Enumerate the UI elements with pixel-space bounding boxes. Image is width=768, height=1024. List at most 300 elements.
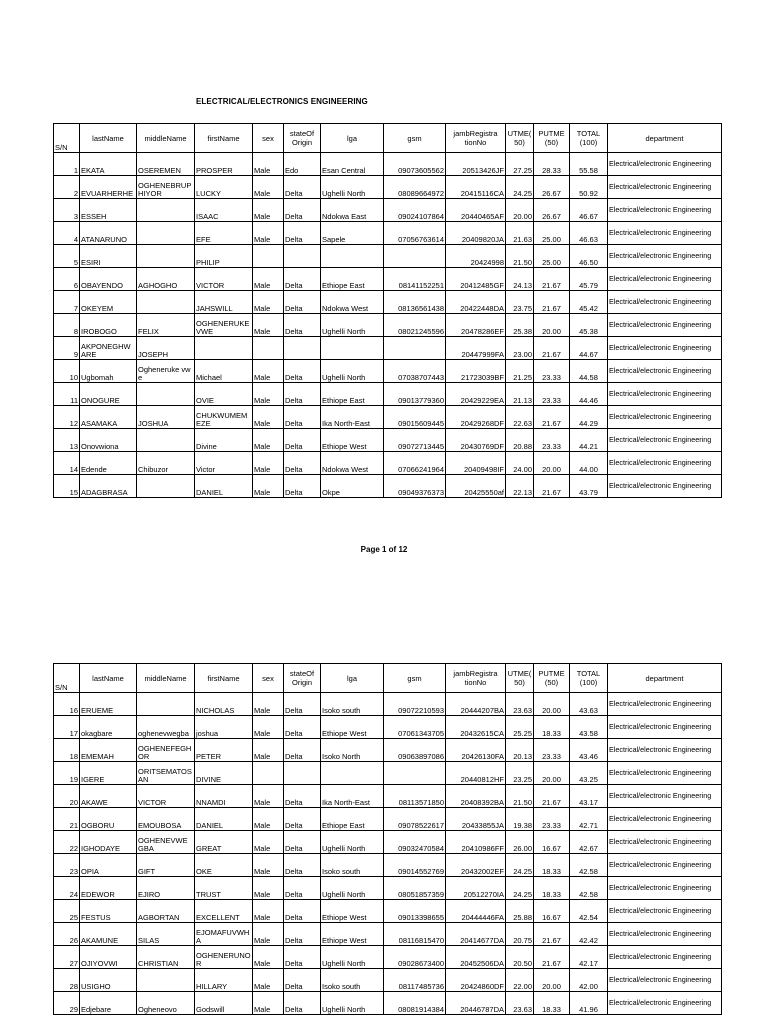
cell-utme: 19.38 [506,808,534,831]
cell-lga: Ika North-East [321,406,384,429]
cell-jamb: 20410986FF [446,831,506,854]
cell-sn: 17 [54,716,80,739]
table-row [54,762,722,785]
cell-jamb: 20429229EA [446,383,506,406]
table-body-2 [54,693,722,1015]
cell-utme: 20.75 [506,923,534,946]
col-header-utme: UTME( 50) [506,664,534,693]
cell-jamb: 20432002EF [446,854,506,877]
cell-gsm: 08081914384 [384,992,446,1015]
cell-total: 43.25 [570,762,608,785]
cell-state [284,337,321,360]
cell-firstname: EFE [195,222,253,245]
cell-sn: 7 [54,291,80,314]
cell-jamb: 20446787DA [446,992,506,1015]
cell-jamb: 20415116CA [446,176,506,199]
cell-sn: 16 [54,693,80,716]
col-header-state: stateOf Origin [284,664,321,693]
col-header-utme: UTME( 50) [506,124,534,153]
cell-total: 42.58 [570,854,608,877]
cell-jamb: 20440812HF [446,762,506,785]
cell-lga: Ika North-East [321,785,384,808]
cell-total: 44.21 [570,429,608,452]
cell-gsm: 09028673400 [384,946,446,969]
col-header-lga: lga [321,664,384,693]
cell-jamb: 20424998 [446,245,506,268]
cell-middlename [137,429,195,452]
cell-lastname: ATANARUNO [80,222,137,245]
cell-putme: 23.33 [534,383,570,406]
cell-department: Electrical/electronic Engineering [608,383,722,406]
cell-total: 42.42 [570,923,608,946]
cell-state: Delta [284,739,321,762]
cell-state: Delta [284,877,321,900]
cell-firstname: Godswill [195,992,253,1015]
cell-utme: 20.50 [506,946,534,969]
cell-sn: 11 [54,383,80,406]
cell-lga: Isoko south [321,969,384,992]
table-row [54,808,722,831]
cell-lastname: Edende [80,452,137,475]
cell-jamb: 20429268DF [446,406,506,429]
cell-sn: 14 [54,452,80,475]
cell-lga: Ethiope West [321,429,384,452]
cell-utme: 22.13 [506,475,534,498]
cell-lastname: OBAYENDO [80,268,137,291]
cell-total: 50.92 [570,176,608,199]
cell-gsm: 08141152251 [384,268,446,291]
cell-utme: 21.50 [506,245,534,268]
cell-lga: Sapele [321,222,384,245]
cell-putme: 20.00 [534,762,570,785]
cell-lastname: OPIA [80,854,137,877]
cell-state: Delta [284,785,321,808]
cell-sn: 19 [54,762,80,785]
cell-state: Delta [284,452,321,475]
cell-department: Electrical/electronic Engineering [608,693,722,716]
cell-state: Delta [284,383,321,406]
col-header-sex: sex [253,664,284,693]
cell-firstname: ISAAC [195,199,253,222]
cell-gsm: 09072210593 [384,693,446,716]
cell-lga: Ughelli North [321,831,384,854]
cell-sn: 29 [54,992,80,1015]
cell-department: Electrical/electronic Engineering [608,969,722,992]
cell-department: Electrical/electronic Engineering [608,360,722,383]
cell-lastname: Ugbomah [80,360,137,383]
cell-gsm: 08117485736 [384,969,446,992]
cell-firstname [195,337,253,360]
cell-middlename [137,475,195,498]
cell-sex: Male [253,314,284,337]
col-header-state: stateOf Origin [284,124,321,153]
cell-lastname: ESIRI [80,245,137,268]
cell-firstname: CHUKWUMEMEZE [195,406,253,429]
cell-sex: Male [253,222,284,245]
col-header-total: TOTAL (100) [570,124,608,153]
cell-lga [321,245,384,268]
cell-gsm: 07038707443 [384,360,446,383]
cell-lga: Ughelli North [321,314,384,337]
cell-firstname: JAHSWILL [195,291,253,314]
cell-gsm [384,762,446,785]
cell-firstname: GREAT [195,831,253,854]
cell-middlename: Ogheneovo [137,992,195,1015]
cell-jamb: 20422448DA [446,291,506,314]
cell-sex: Male [253,429,284,452]
cell-department: Electrical/electronic Engineering [608,475,722,498]
cell-lastname: ADAGBRASA [80,475,137,498]
document-title: ELECTRICAL/ELECTRONICS ENGINEERING [196,97,368,106]
cell-putme: 18.33 [534,992,570,1015]
cell-middlename: ORITSEMATOSAN [137,762,195,785]
col-header-middlename: middleName [137,124,195,153]
cell-middlename: AGBORTAN [137,900,195,923]
cell-gsm: 08116815470 [384,923,446,946]
cell-state: Delta [284,969,321,992]
cell-total: 42.54 [570,900,608,923]
col-header-gsm: gsm [384,664,446,693]
col-header-sex: sex [253,124,284,153]
cell-department: Electrical/electronic Engineering [608,831,722,854]
cell-sex: Male [253,383,284,406]
cell-jamb: 20426130FA [446,739,506,762]
table-row [54,923,722,946]
cell-sex [253,245,284,268]
cell-putme: 20.00 [534,314,570,337]
cell-sn: 21 [54,808,80,831]
cell-putme: 18.33 [534,716,570,739]
cell-department: Electrical/electronic Engineering [608,900,722,923]
cell-middlename [137,222,195,245]
cell-lastname: USIGHO [80,969,137,992]
cell-state: Delta [284,314,321,337]
cell-lastname: AKAMUNE [80,923,137,946]
cell-middlename: EMOUBOSA [137,808,195,831]
cell-lastname: ONOGURE [80,383,137,406]
cell-middlename: Ogheneruke vwe [137,360,195,383]
cell-lga: Ethiope West [321,900,384,923]
cell-jamb: 20409820JA [446,222,506,245]
cell-middlename [137,383,195,406]
cell-firstname: DANIEL [195,808,253,831]
table-row [54,900,722,923]
table-row [54,360,722,383]
cell-state: Edo [284,153,321,176]
cell-lastname: FESTUS [80,900,137,923]
cell-middlename: SILAS [137,923,195,946]
cell-putme: 16.67 [534,900,570,923]
cell-state: Delta [284,854,321,877]
cell-putme: 21.67 [534,268,570,291]
cell-sex: Male [253,739,284,762]
table-row [54,854,722,877]
cell-firstname: PETER [195,739,253,762]
cell-firstname: Victor [195,452,253,475]
cell-gsm: 09078522617 [384,808,446,831]
cell-department: Electrical/electronic Engineering [608,245,722,268]
cell-lastname: ASAMAKA [80,406,137,429]
table-row [54,245,722,268]
cell-sn: 23 [54,854,80,877]
cell-sex: Male [253,900,284,923]
cell-total: 43.58 [570,716,608,739]
cell-lastname: IROBOGO [80,314,137,337]
cell-utme: 24.00 [506,452,534,475]
cell-middlename [137,291,195,314]
cell-putme: 28.33 [534,153,570,176]
cell-putme: 16.67 [534,831,570,854]
cell-utme: 25.25 [506,716,534,739]
cell-putme: 23.33 [534,739,570,762]
cell-state: Delta [284,406,321,429]
cell-department: Electrical/electronic Engineering [608,268,722,291]
cell-lastname: IGHODAYE [80,831,137,854]
cell-department: Electrical/electronic Engineering [608,923,722,946]
cell-department: Electrical/electronic Engineering [608,992,722,1015]
cell-lastname: AKPONEGHWARE [80,337,137,360]
cell-sex: Male [253,360,284,383]
cell-putme: 23.33 [534,429,570,452]
cell-utme: 21.13 [506,383,534,406]
cell-lga: Isoko North [321,739,384,762]
table-body-1 [54,153,722,498]
cell-lastname: EDEWOR [80,877,137,900]
cell-firstname: DIVINE [195,762,253,785]
cell-sex: Male [253,854,284,877]
cell-lga [321,762,384,785]
cell-total: 44.00 [570,452,608,475]
cell-gsm: 09032470584 [384,831,446,854]
cell-sex: Male [253,785,284,808]
cell-sn: 5 [54,245,80,268]
cell-utme: 22.63 [506,406,534,429]
cell-putme: 20.00 [534,452,570,475]
cell-firstname: Divine [195,429,253,452]
cell-total: 42.17 [570,946,608,969]
cell-lga: Ndokwa West [321,291,384,314]
cell-putme: 26.67 [534,199,570,222]
cell-lga: Ughelli North [321,360,384,383]
cell-lga: Ethiope East [321,268,384,291]
cell-sn: 27 [54,946,80,969]
cell-firstname: NICHOLAS [195,693,253,716]
cell-jamb: 20409498IF [446,452,506,475]
table-row [54,429,722,452]
cell-jamb: 20513426JF [446,153,506,176]
cell-sn: 15 [54,475,80,498]
table-row [54,716,722,739]
cell-lga: Isoko south [321,854,384,877]
cell-gsm: 07061343705 [384,716,446,739]
cell-state: Delta [284,222,321,245]
cell-jamb: 20414677DA [446,923,506,946]
table-row [54,199,722,222]
cell-firstname: OKE [195,854,253,877]
cell-lastname: ESSEH [80,199,137,222]
cell-lga: Ethiope East [321,808,384,831]
cell-state: Delta [284,429,321,452]
cell-sex: Male [253,716,284,739]
cell-jamb: 20444446FA [446,900,506,923]
cell-state: Delta [284,360,321,383]
cell-lastname: EKATA [80,153,137,176]
cell-total: 46.50 [570,245,608,268]
cell-middlename: CHRISTIAN [137,946,195,969]
col-header-jamb: jambRegistra tionNo [446,664,506,693]
col-header-firstname: firstName [195,664,253,693]
cell-jamb: 20430769DF [446,429,506,452]
cell-utme: 21.25 [506,360,534,383]
cell-firstname: joshua [195,716,253,739]
cell-gsm: 08136561438 [384,291,446,314]
cell-department: Electrical/electronic Engineering [608,153,722,176]
cell-total: 45.79 [570,268,608,291]
student-table-1 [53,123,722,498]
cell-department: Electrical/electronic Engineering [608,337,722,360]
cell-middlename [137,969,195,992]
cell-lastname: ERUEME [80,693,137,716]
cell-total: 44.58 [570,360,608,383]
cell-putme: 21.67 [534,475,570,498]
cell-gsm: 09014552769 [384,854,446,877]
cell-gsm: 09015609445 [384,406,446,429]
cell-state: Delta [284,268,321,291]
cell-sex: Male [253,176,284,199]
cell-sex: Male [253,877,284,900]
cell-jamb: 20452506DA [446,946,506,969]
table-row [54,314,722,337]
table-row [54,969,722,992]
cell-total: 43.79 [570,475,608,498]
cell-utme: 23.25 [506,762,534,785]
cell-middlename: Chibuzor [137,452,195,475]
cell-department: Electrical/electronic Engineering [608,808,722,831]
header-row [54,124,722,153]
cell-sex: Male [253,969,284,992]
cell-lga [321,337,384,360]
col-header-sn: S/N [54,124,80,153]
cell-department: Electrical/electronic Engineering [608,854,722,877]
cell-jamb: 20432615CA [446,716,506,739]
cell-sn: 1 [54,153,80,176]
cell-total: 43.46 [570,739,608,762]
cell-lga: Ethiope West [321,716,384,739]
cell-state [284,245,321,268]
cell-lastname: Onovwiona [80,429,137,452]
cell-lga: Ughelli North [321,992,384,1015]
col-header-lastname: lastName [80,124,137,153]
cell-sn: 4 [54,222,80,245]
cell-sex [253,762,284,785]
cell-putme: 21.67 [534,337,570,360]
cell-sex: Male [253,268,284,291]
cell-utme: 23.75 [506,291,534,314]
cell-jamb: 20447999FA [446,337,506,360]
cell-gsm: 09049376373 [384,475,446,498]
cell-state: Delta [284,716,321,739]
table-row [54,153,722,176]
cell-middlename [137,199,195,222]
cell-putme: 26.67 [534,176,570,199]
cell-lastname: OJIYOVWI [80,946,137,969]
cell-jamb: 20440465AF [446,199,506,222]
col-header-department: department [608,124,722,153]
header-row [54,664,722,693]
cell-lastname: AKAWE [80,785,137,808]
table-row [54,693,722,716]
col-header-jamb: jambRegistra tionNo [446,124,506,153]
cell-firstname: DANIEL [195,475,253,498]
cell-state: Delta [284,475,321,498]
cell-sex: Male [253,808,284,831]
col-header-putme: PUTME (50) [534,664,570,693]
cell-department: Electrical/electronic Engineering [608,429,722,452]
cell-sn: 25 [54,900,80,923]
cell-total: 42.00 [570,969,608,992]
page-number: Page 1 of 12 [360,545,408,554]
cell-gsm: 09024107864 [384,199,446,222]
cell-sn: 10 [54,360,80,383]
cell-firstname: TRUST [195,877,253,900]
cell-department: Electrical/electronic Engineering [608,176,722,199]
cell-putme: 20.00 [534,693,570,716]
cell-jamb: 20444207BA [446,693,506,716]
cell-sex: Male [253,992,284,1015]
cell-department: Electrical/electronic Engineering [608,291,722,314]
cell-jamb: 20412485GF [446,268,506,291]
cell-state: Delta [284,176,321,199]
cell-putme: 25.00 [534,245,570,268]
cell-state [284,762,321,785]
cell-total: 42.71 [570,808,608,831]
cell-total: 44.29 [570,406,608,429]
cell-sex [253,337,284,360]
cell-sn: 13 [54,429,80,452]
cell-putme: 21.67 [534,291,570,314]
cell-utme: 20.00 [506,199,534,222]
cell-sn: 9 [54,337,80,360]
cell-lga: Ughelli North [321,176,384,199]
cell-sn: 22 [54,831,80,854]
col-header-sn: S/N [54,664,80,693]
cell-lastname: okagbare [80,716,137,739]
cell-lastname: EVUARHERHE [80,176,137,199]
cell-lastname: OGBORU [80,808,137,831]
cell-department: Electrical/electronic Engineering [608,314,722,337]
cell-firstname: PROSPER [195,153,253,176]
cell-department: Electrical/electronic Engineering [608,739,722,762]
cell-department: Electrical/electronic Engineering [608,946,722,969]
cell-jamb: 20424860DF [446,969,506,992]
cell-utme: 25.38 [506,314,534,337]
cell-total: 44.67 [570,337,608,360]
cell-lga: Okpe [321,475,384,498]
cell-middlename: JOSHUA [137,406,195,429]
table-row [54,785,722,808]
col-header-putme: PUTME (50) [534,124,570,153]
cell-lga: Ethiope East [321,383,384,406]
table-row [54,452,722,475]
cell-jamb: 20433855JA [446,808,506,831]
cell-department: Electrical/electronic Engineering [608,877,722,900]
cell-putme: 21.67 [534,406,570,429]
cell-lga: Esan Central [321,153,384,176]
cell-lastname: EMEMAH [80,739,137,762]
cell-utme: 24.25 [506,176,534,199]
cell-gsm: 09073605562 [384,153,446,176]
col-header-firstname: firstName [195,124,253,153]
